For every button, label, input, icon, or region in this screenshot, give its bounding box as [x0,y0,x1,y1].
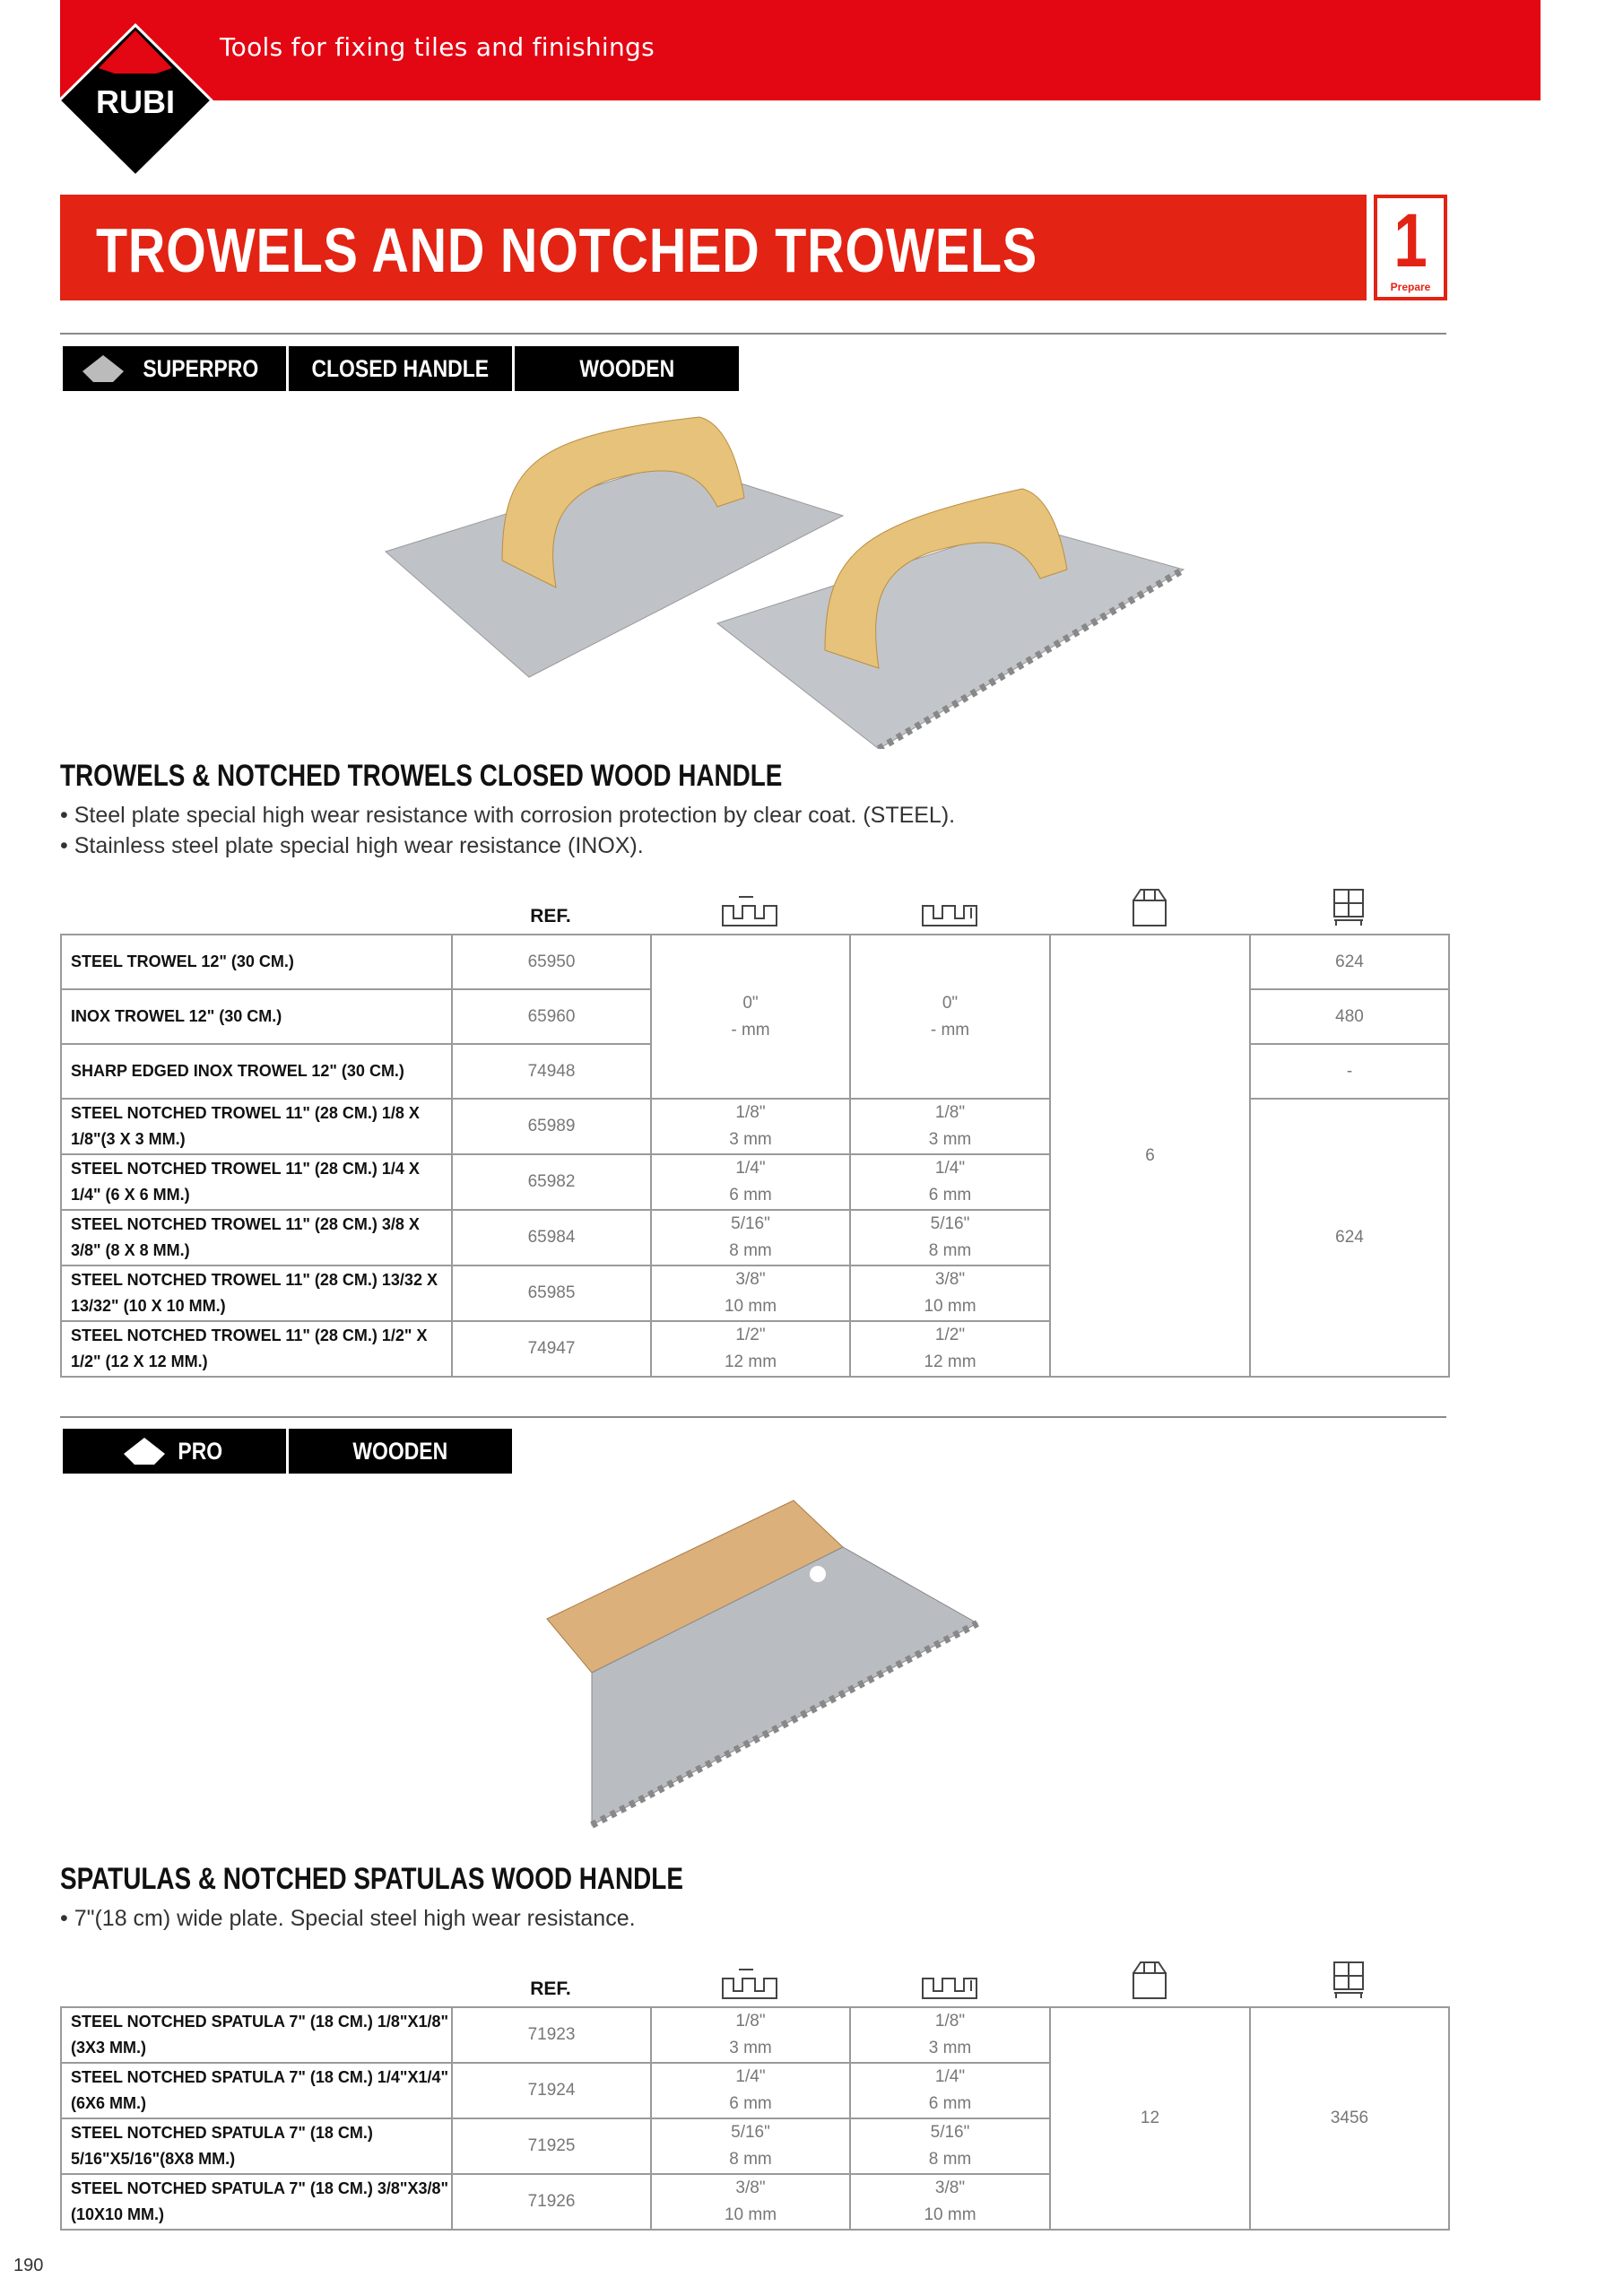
trowels-product-image [377,408,1202,749]
divider [60,333,1446,335]
chapter-number: 1 [1393,198,1428,283]
box-units: 6 [1050,935,1250,1377]
tag-pro: PRO [63,1429,289,1474]
chapter-badge [1374,195,1447,300]
tag-wooden: WOODEN [515,346,742,391]
bullet-text: • Steel plate special high wear resistance with corrosion protection by clear coat. (STEEL). [60,803,956,828]
box-units-icon [1049,1961,1249,2007]
table-row: SHARP EDGED INOX TROWEL 12" (30 CM.) 74948 - [61,1044,1449,1099]
notch-depth-icon [849,888,1049,935]
tag-row [63,346,742,391]
tag-superpro: SUPERPRO [63,346,289,391]
ref-header: REF. [530,906,571,926]
table-header [60,1961,1448,2005]
table-row: STEEL NOTCHED SPATULA 7" (18 CM.) 5/16"X5/16"(8X8 MM.) 71925 5/16" 8 mm 5/16" 8 mm [61,2118,1449,2174]
table-row: INOX TROWEL 12" (30 CM.) 65960 480 [61,989,1449,1044]
table-row: STEEL NOTCHED TROWEL 11" (28 CM.) 3/8 X 3/8" (8 X 8 MM.) 65984 5/16" 8 mm 5/16" 8 mm [61,1210,1449,1265]
tag-row [63,1429,515,1474]
tagline: Tools for fixing tiles and finishings [220,32,655,62]
notch-width-icon [650,888,849,935]
svg-text:RUBI: RUBI [96,83,175,120]
section-heading: TROWELS & NOTCHED TROWELS CLOSED WOOD HANDLE [60,759,783,793]
table-row: STEEL NOTCHED SPATULA 7" (18 CM.) 1/4"X1/4" (6X6 MM.) 71924 1/4" 6 mm 1/4" 6 mm [61,2063,1449,2118]
notch-depth-icon [849,1961,1049,2007]
rubi-logo [57,23,213,178]
pallet-icon [1249,888,1448,935]
table-row: STEEL TROWEL 12" (30 CM.) 65950 0" - mm 0" - mm 6 624 [61,935,1449,989]
table-row: STEEL NOTCHED TROWEL 11" (28 CM.) 1/4 X 1/4" (6 X 6 MM.) 65982 1/4" 6 mm 1/4" 6 mm [61,1154,1449,1210]
trowels-table [60,934,1450,1378]
table-row: STEEL NOTCHED SPATULA 7" (18 CM.) 1/8"X1/8"(3X3 MM.) 71923 1/8" 3 mm 1/8" 3 mm 12 3456 [61,2007,1449,2063]
bullet-text: • Stainless steel plate special high wear resistance (INOX). [60,833,644,858]
divider [60,1416,1446,1418]
spatula-product-image [538,1493,986,1834]
tag-wooden: WOODEN [289,1429,515,1474]
table-header [60,888,1448,933]
superpro-diamond-icon [81,353,126,384]
section-heading: SPATULAS & NOTCHED SPATULAS WOOD HANDLE [60,1862,683,1896]
ref-header: REF. [530,1979,571,1999]
page-title-bar [60,195,1367,300]
spatulas-table [60,2006,1450,2231]
table-row: STEEL NOTCHED TROWEL 11" (28 CM.) 1/8 X 1/8"(3 X 3 MM.) 65989 1/8" 3 mm 1/8" 3 mm 624 [61,1099,1449,1154]
box-units-icon [1049,888,1249,935]
box-units: 12 [1050,2007,1250,2230]
page-title: TROWELS AND NOTCHED TROWELS [96,215,1037,285]
table-row: STEEL NOTCHED TROWEL 11" (28 CM.) 1/2" X 1/2" (12 X 12 MM.) 74947 1/2" 12 mm 1/2" 12 mm [61,1321,1449,1377]
pro-diamond-icon [122,1436,167,1466]
pallet-icon [1249,1961,1448,2007]
table-row: STEEL NOTCHED TROWEL 11" (28 CM.) 13/32 X 13/32" (10 X 10 MM.) 65985 3/8" 10 mm 3/8" 10 mm [61,1265,1449,1321]
page-number: 190 [13,2256,44,2275]
bullet-text: • 7"(18 cm) wide plate. Special steel high wear resistance. [60,1906,636,1931]
pallet-units: 3456 [1250,2007,1449,2230]
chapter-label: Prepare [1390,281,1431,293]
notch-width-icon [650,1961,849,2007]
tag-closed-handle: CLOSED HANDLE [289,346,515,391]
table-row: STEEL NOTCHED SPATULA 7" (18 CM.) 3/8"X3/8"(10X10 MM.) 71926 3/8" 10 mm 3/8" 10 mm [61,2174,1449,2230]
